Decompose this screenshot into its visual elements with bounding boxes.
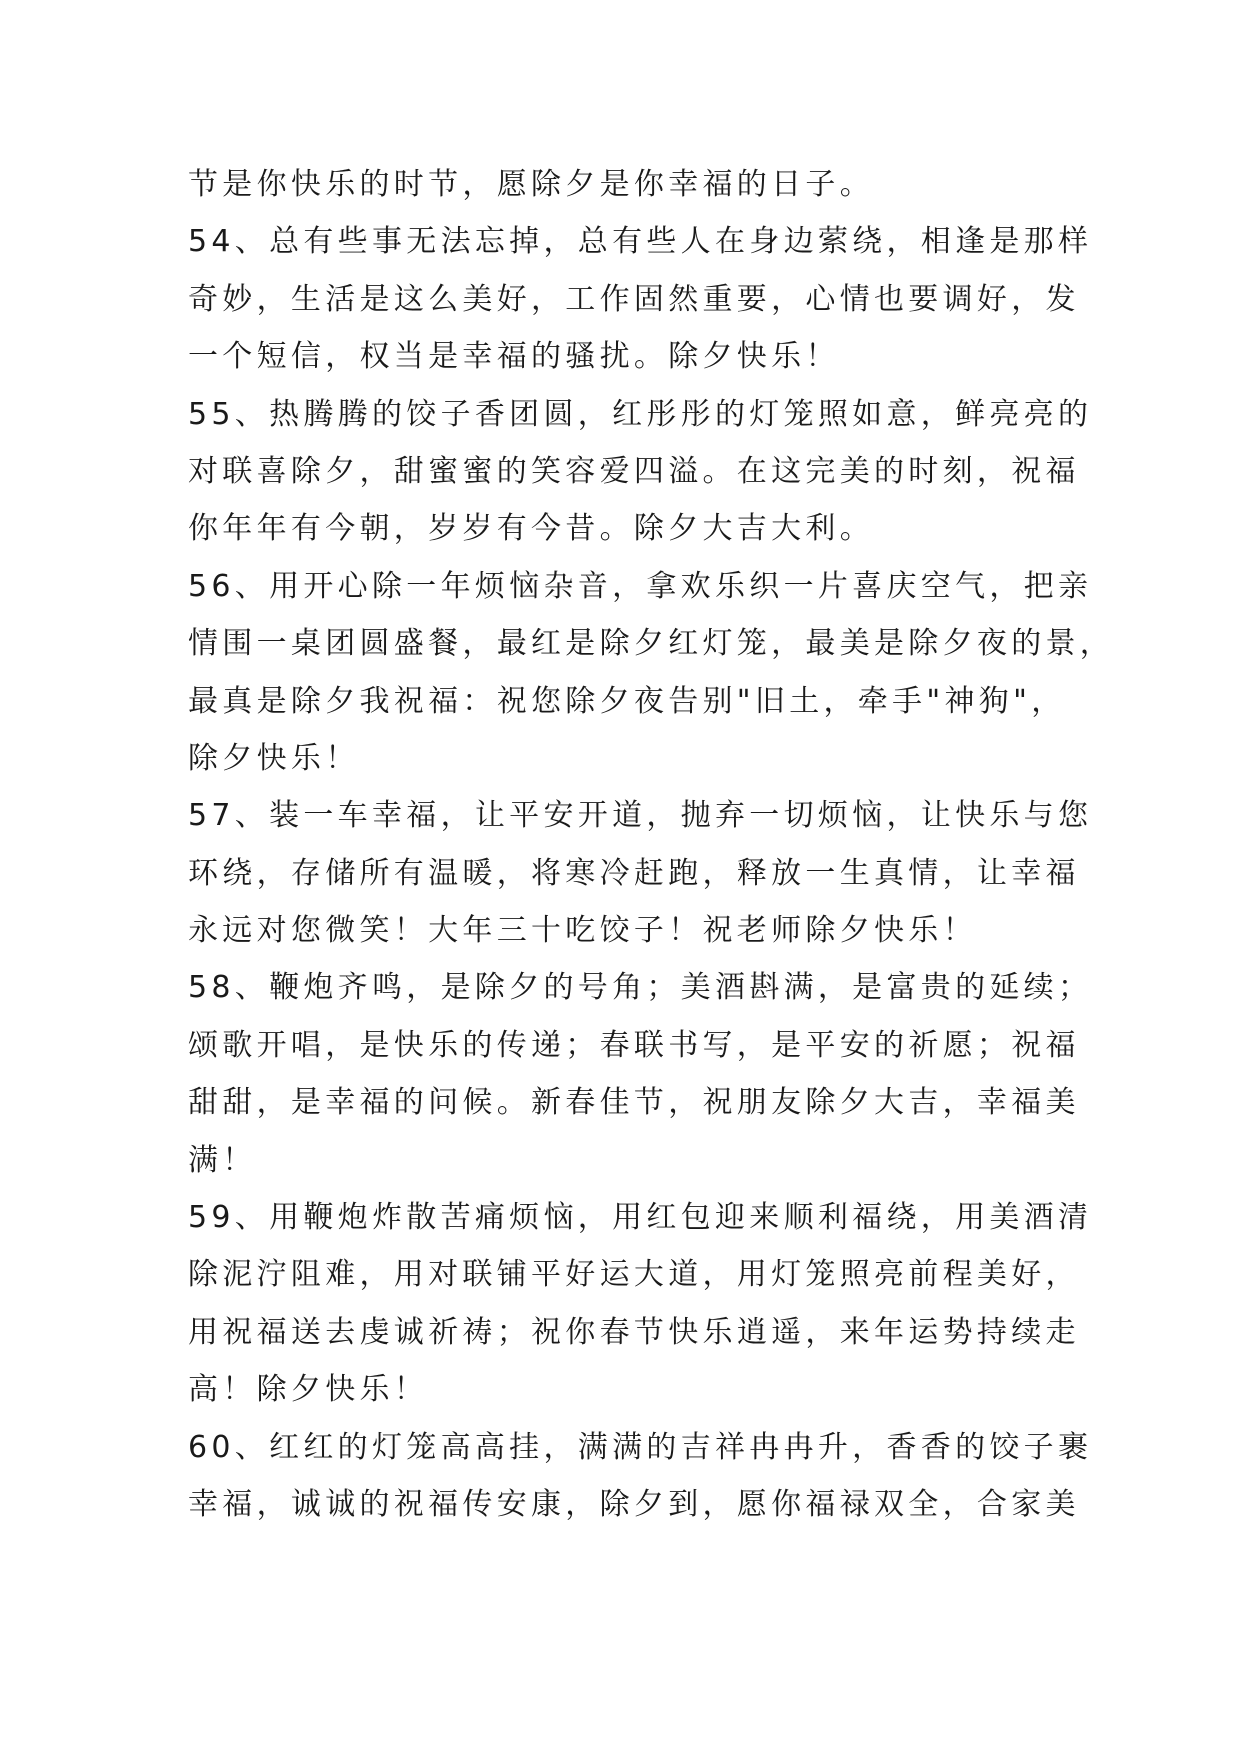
text-line: 你年年有今朝，岁岁有今昔。除夕大吉大利。 xyxy=(188,511,874,547)
text-line: 甜甜，是幸福的问候。新春佳节，祝朋友除夕大吉，幸福美 xyxy=(188,1085,1080,1121)
text-line: 58、鞭炮齐鸣，是除夕的号角；美酒斟满，是富贵的延续； xyxy=(188,970,1093,1006)
text-line: 55、热腾腾的饺子香团圆，红彤彤的灯笼照如意，鲜亮亮的 xyxy=(188,396,1093,432)
text-line: 除泥泞阻难，用对联铺平好运大道，用灯笼照亮前程美好， xyxy=(188,1257,1080,1293)
text-line: 节是你快乐的时节，愿除夕是你幸福的日子。 xyxy=(188,167,874,202)
text-line: 60、红红的灯笼高高挂，满满的吉祥冉冉升，香香的饺子裹 xyxy=(188,1429,1093,1465)
text-line: 除夕快乐！ xyxy=(188,740,360,776)
text-line: 高！除夕快乐！ xyxy=(188,1372,429,1408)
text-line: 一个短信，权当是幸福的骚扰。除夕快乐！ xyxy=(188,339,840,375)
text-line: 56、用开心除一年烦恼杂音，拿欢乐织一片喜庆空气，把亲 xyxy=(188,568,1093,604)
text-line: 对联喜除夕，甜蜜蜜的笑容爱四溢。在这完美的时刻，祝福 xyxy=(188,453,1080,489)
text-line: 57、装一车幸福，让平安开道，抛弃一切烦恼，让快乐与您 xyxy=(188,798,1093,834)
text-line: 用祝福送去虔诚祈祷；祝你春节快乐逍遥，来年运势持续走 xyxy=(188,1314,1080,1350)
text-line: 颂歌开唱，是快乐的传递；春联书写，是平安的祈愿；祝福 xyxy=(188,1027,1080,1063)
document-body xyxy=(188,156,1115,1533)
text-line: 环绕，存储所有温暖，将寒冷赶跑，释放一生真情，让幸福 xyxy=(188,855,1080,891)
text-line: 59、用鞭炮炸散苦痛烦恼，用红包迎来顺利福绕，用美酒清 xyxy=(188,1200,1093,1236)
text-line: 满！ xyxy=(188,1142,257,1178)
text-line: 最真是除夕我祝福：祝您除夕夜告别"旧土，牵手"神狗"， xyxy=(188,683,1066,719)
text-line: 情围一桌团圆盛餐，最红是除夕红灯笼，最美是除夕夜的景， xyxy=(188,626,1115,662)
text-line: 奇妙，生活是这么美好，工作固然重要，心情也要调好，发 xyxy=(188,281,1080,317)
text-line: 幸福，诚诚的祝福传安康，除夕到，愿你福禄双全，合家美 xyxy=(188,1486,1080,1522)
text-line: 永远对您微笑！大年三十吃饺子！祝老师除夕快乐！ xyxy=(188,913,977,949)
text-line: 54、总有些事无法忘掉，总有些人在身边萦绕，相逢是那样 xyxy=(188,224,1093,260)
